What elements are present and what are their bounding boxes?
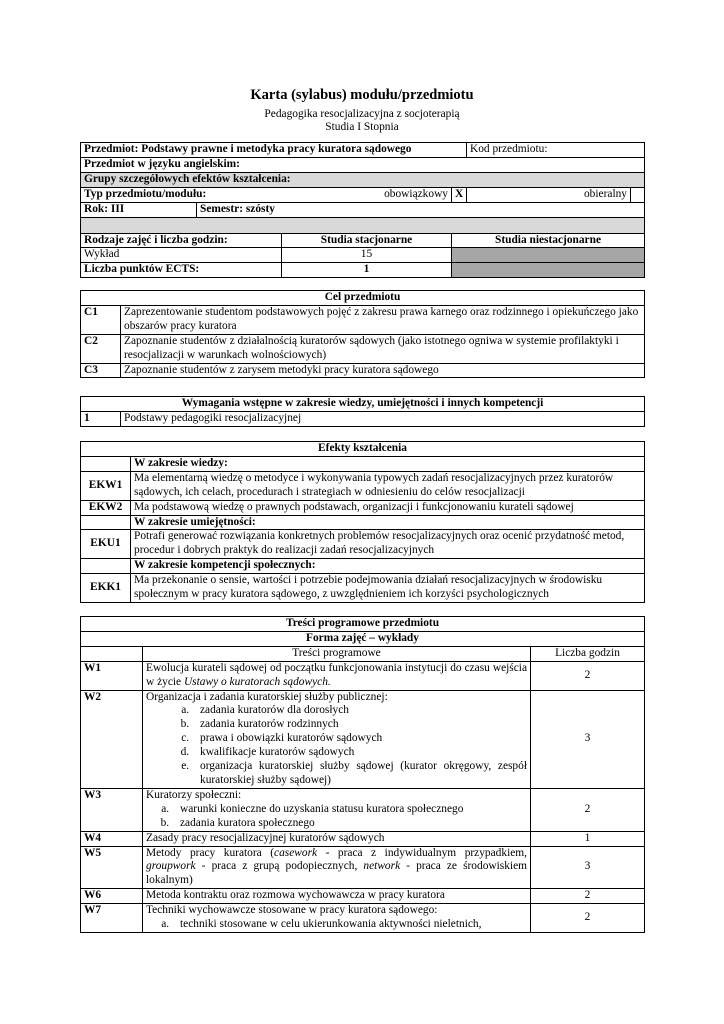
content-row xyxy=(81,690,645,788)
goal-row xyxy=(81,305,645,334)
goals-table xyxy=(80,290,645,378)
outcome-id: EKW1 xyxy=(81,471,131,500)
goal-row xyxy=(81,334,645,363)
outcome-text: Ma przekonanie o sensie, wartości i potrzebie podejmowania działań resocjalizacyjnych w środowisku społecznym w pracy kuratora sądowego, z uwzględnieniem ich korzyści psychologicznych xyxy=(131,574,645,603)
year: Rok: III xyxy=(81,202,197,217)
goal-id: C1 xyxy=(81,305,121,334)
goal-id: C3 xyxy=(81,363,121,378)
requirement-id: 1 xyxy=(81,411,121,426)
subject-code-label: Kod przedmiotu: xyxy=(467,143,645,158)
goal-text: Zaprezentowanie studentom podstawowych pojęć z zakresu prawa karnego oraz rodzinnego i opiekuńczego jako obszarów pracy kuratora xyxy=(121,305,645,334)
content-row xyxy=(81,904,645,933)
content-hours: 2 xyxy=(531,788,645,831)
ects-value: 1 xyxy=(282,263,452,278)
outcome-id: EKU1 xyxy=(81,530,131,559)
outcome-row xyxy=(81,574,645,603)
outcome-id: EKK1 xyxy=(81,574,131,603)
lecture-hours: 15 xyxy=(282,248,452,263)
list-item: a. zadania kuratorów dla dorosłych xyxy=(192,704,527,718)
goal-id: C2 xyxy=(81,334,121,363)
content-id: W1 xyxy=(81,661,143,690)
content-hours: 3 xyxy=(531,846,645,889)
type-mark: X xyxy=(452,187,467,202)
hours-column-header: Liczba godzin xyxy=(531,646,645,661)
subject-info-table xyxy=(80,142,645,278)
ects-label: Liczba punktów ECTS: xyxy=(81,263,282,278)
outcomes-table xyxy=(80,441,645,603)
content-hours: 2 xyxy=(531,904,645,933)
outcome-text: Ma podstawową wiedzę o prawnych podstawach, organizacji i funkcjonowaniu kurateli sądowej xyxy=(131,500,645,515)
content-hours: 2 xyxy=(531,661,645,690)
list-item: a. warunki konieczne do uzyskania statusu kuratora społecznego xyxy=(172,803,527,817)
type-label: Typ przedmiotu/modułu: xyxy=(81,187,282,202)
outcome-text: Potrafi generować rozwiązania konkretnych problemów resocjalizacyjnych oraz ocenić przydatność metod, procedur i dobrych praktyk do realizacji zadań resocjalizacyjnych xyxy=(131,530,645,559)
outcome-row xyxy=(81,530,645,559)
outcome-row xyxy=(81,500,645,515)
part-time-header: Studia niestacjonarne xyxy=(452,233,645,248)
english-name-label: Przedmiot w języku angielskim: xyxy=(81,157,645,172)
content-text: Organizacja i zadania kuratorskiej służby publicznej: a. zadania kuratorów dla dorosłych b. zadania kuratorów rodzinnych c. prawa i obowiązki kuratorów sądowych d. kwalifikacje kuratorów sądowych e. organizacja kuratorskiej służby sądowej (kurator okręgowy, zespół kuratorskiej służby sądowej) xyxy=(143,690,531,788)
outcome-groups-label: Grupy szczegółowych efektów kształcenia: xyxy=(81,172,645,187)
content-id: W6 xyxy=(81,889,143,904)
type-mandatory: obowiązkowy xyxy=(282,187,452,202)
lecture-label: Wykład xyxy=(81,248,282,263)
hours-label: Rodzaje zajęć i liczba godzin: xyxy=(81,233,282,248)
list-item: c. prawa i obowiązki kuratorów sądowych xyxy=(192,732,527,746)
list-item: a. techniki stosowane w celu ukierunkowania aktywności nieletnich, xyxy=(172,918,527,932)
spacer-row xyxy=(81,217,645,233)
list-item: b. zadania kuratora społecznego xyxy=(172,817,527,831)
type-optional-box xyxy=(631,187,645,202)
content-column-header: Treści programowe xyxy=(143,646,531,661)
content-hours: 2 xyxy=(531,889,645,904)
ects-part-time-cell xyxy=(452,263,645,278)
outcome-id: EKW2 xyxy=(81,500,131,515)
content-text: Metody pracy kuratora (casework - praca z indywidualnym przypadkiem, groupwork - praca z grupą podopiecznych, network - praca ze środowiskiem lokalnym) xyxy=(143,846,531,889)
requirement-text: Podstawy pedagogiki resocjalizacyjnej xyxy=(121,411,645,426)
content-form: Forma zajęć – wykłady xyxy=(81,631,645,646)
outcome-row xyxy=(81,471,645,500)
content-hours: 3 xyxy=(531,690,645,788)
content-id: W2 xyxy=(81,690,143,788)
content-id: W7 xyxy=(81,904,143,933)
content-text: Zasady pracy resocjalizacyjnej kuratorów sądowych xyxy=(143,831,531,846)
document-title: Karta (sylabus) modułu/przedmiotu xyxy=(250,87,474,103)
goals-heading: Cel przedmiotu xyxy=(81,291,645,306)
requirements-heading: Wymagania wstępne w zakresie wiedzy, umiejętności i innych kompetencji xyxy=(81,397,645,412)
content-heading: Treści programowe przedmiotu xyxy=(81,617,645,632)
content-hours: 1 xyxy=(531,831,645,846)
requirement-row xyxy=(81,411,645,426)
content-row xyxy=(81,889,645,904)
content-row xyxy=(81,788,645,831)
outcome-text: Ma elementarną wiedzę o metodyce i wykonywania typowych zadań resocjalizacyjnych przez kuratorów sądowych, ich celach, procedurach i strategiach w odniesieniu do celów resocjalizacji xyxy=(131,471,645,500)
content-text: Ewolucja kurateli sądowej od początku funkcjonowania instytucji do czasu wejścia w życie Ustawy o kuratorach sądowych. xyxy=(143,661,531,690)
content-id: W5 xyxy=(81,846,143,889)
study-level: Studia I Stopnia xyxy=(325,121,399,133)
content-text: Techniki wychowawcze stosowane w pracy kuratora sądowego: a. techniki stosowane w celu ukierunkowania aktywności nieletnich, xyxy=(143,904,531,933)
content-row xyxy=(81,831,645,846)
semester: Semestr: szósty xyxy=(197,202,645,217)
skills-label: W zakresie umiejętności: xyxy=(131,515,645,530)
content-row xyxy=(81,661,645,690)
content-text: Kuratorzy społeczni: a. warunki konieczne do uzyskania statusu kuratora społecznego b. zadania kuratora społecznego xyxy=(143,788,531,831)
content-text: Metoda kontraktu oraz rozmowa wychowawcza w pracy kuratora xyxy=(143,889,531,904)
list-item: e. organizacja kuratorskiej służby sądowej (kurator okręgowy, zespół kuratorskiej służby sądowej) xyxy=(192,760,527,788)
list-item: b. zadania kuratorów rodzinnych xyxy=(192,718,527,732)
content-id: W4 xyxy=(81,831,143,846)
goal-text: Zapoznanie studentów z zarysem metodyki pracy kuratora sądowego xyxy=(121,363,645,378)
goal-text: Zapoznanie studentów z działalnością kuratorów sądowych (jako istotnego ogniwa w systemie profilaktyki i resocjalizacji w warunkach wolnościowych) xyxy=(121,334,645,363)
requirements-table xyxy=(80,396,645,427)
content-table xyxy=(80,616,645,933)
subject-name: Przedmiot: Podstawy prawne i metodyka pracy kuratora sądowego xyxy=(81,143,467,158)
knowledge-label: W zakresie wiedzy: xyxy=(131,456,645,471)
type-optional: obieralny xyxy=(467,187,631,202)
goal-row xyxy=(81,363,645,378)
content-id: W3 xyxy=(81,788,143,831)
list-item: d. kwalifikacje kuratorów sądowych xyxy=(192,746,527,760)
outcomes-heading: Efekty kształcenia xyxy=(81,442,645,457)
lecture-part-time-cell xyxy=(452,248,645,263)
program-name: Pedagogika resocjalizacyjna z socjoterapią xyxy=(264,108,460,120)
social-label: W zakresie kompetencji społecznych: xyxy=(131,559,645,574)
content-row xyxy=(81,846,645,889)
full-time-header: Studia stacjonarne xyxy=(282,233,452,248)
